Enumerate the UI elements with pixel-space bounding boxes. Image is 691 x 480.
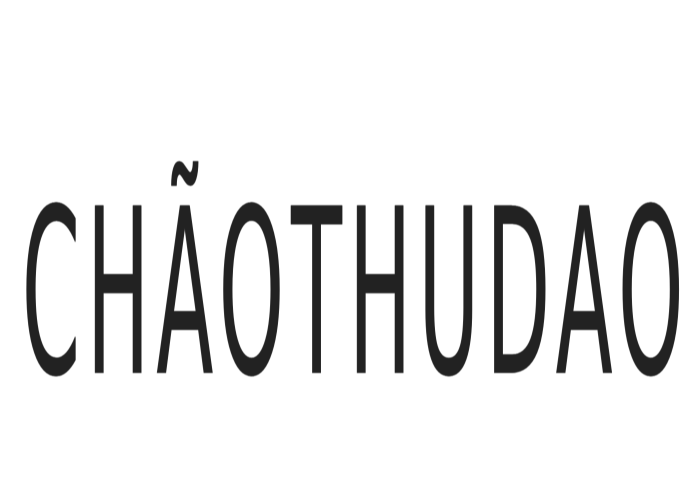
headline-word-3: DAO [486,161,691,428]
headline-word-2: THU [291,161,487,428]
headline-word-1: CHÃO [22,161,292,428]
handwritten-headline [22,150,691,440]
